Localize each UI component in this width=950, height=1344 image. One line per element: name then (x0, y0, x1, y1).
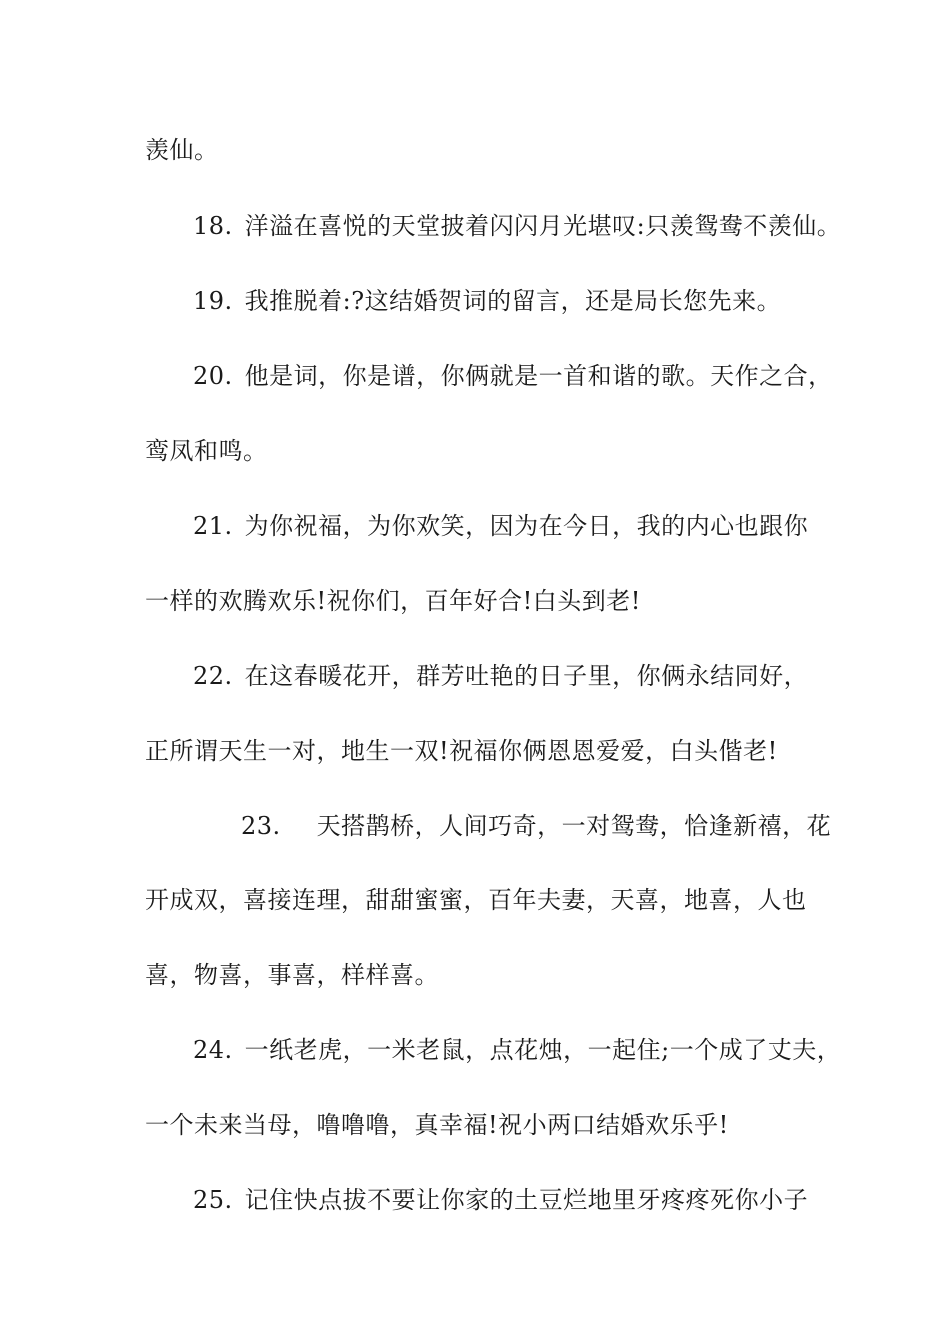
item-text: 为你祝福，为你欢笑，因为在今日，我的内心也跟你 (244, 512, 809, 540)
item-text: 一纸老虎，一米老鼠，点花烛，一起住;一个成了丈夫， (244, 1036, 842, 1064)
text-line (145, 130, 950, 170)
line-text: 一个未来当母，噜噜噜，真幸福!祝小两口结婚欢乐乎! (145, 1111, 729, 1139)
item-text: 天搭鹊桥，人间巧奇，一对鸳鸯，恰逢新禧，花 (316, 812, 832, 840)
item-text: 我推脱着:?这结婚贺词的留言，还是局长您先来。 (244, 287, 782, 315)
list-item (193, 506, 950, 546)
item-text: 洋溢在喜悦的天堂披着闪闪月光堪叹:只羡鸳鸯不羡仙。 (244, 212, 842, 240)
item-number: 25. (193, 1186, 233, 1214)
list-item (193, 356, 950, 396)
text-line (145, 581, 950, 621)
list-item (193, 1030, 950, 1070)
item-number: 18. (193, 212, 233, 240)
text-line (145, 880, 950, 920)
list-item (193, 656, 950, 696)
line-text: 开成双，喜接连理，甜甜蜜蜜，百年夫妻，天喜，地喜，人也 (145, 886, 807, 914)
item-number: 22. (193, 662, 233, 690)
item-number: 20. (193, 362, 233, 390)
list-item (193, 281, 950, 321)
line-text: 喜，物喜，事喜，样样喜。 (145, 961, 439, 989)
text-line (145, 1105, 950, 1145)
line-text: 一样的欢腾欢乐!祝你们，百年好合!白头到老! (145, 587, 641, 615)
list-item (193, 206, 950, 246)
list-item (193, 1180, 950, 1220)
item-number: 19. (193, 287, 233, 315)
line-text: 鸾凤和鸣。 (145, 437, 268, 465)
item-number: 24. (193, 1036, 233, 1064)
item-text: 记住快点拔不要让你家的土豆烂地里牙疼疼死你小子 (244, 1186, 809, 1214)
list-item (241, 806, 950, 846)
line-text: 羡仙。 (145, 136, 219, 164)
item-number: 23. (241, 812, 281, 840)
item-text: 他是词，你是谱，你俩就是一首和谐的歌。天作之合， (244, 362, 833, 390)
text-line (145, 731, 950, 771)
item-number: 21. (193, 512, 233, 540)
text-line (145, 431, 950, 471)
line-text: 正所谓天生一对，地生一双!祝福你俩恩恩爱爱，白头偕老! (145, 737, 778, 765)
item-text: 在这春暖花开，群芳吐艳的日子里，你俩永结同好， (244, 662, 809, 690)
text-line (145, 955, 950, 995)
